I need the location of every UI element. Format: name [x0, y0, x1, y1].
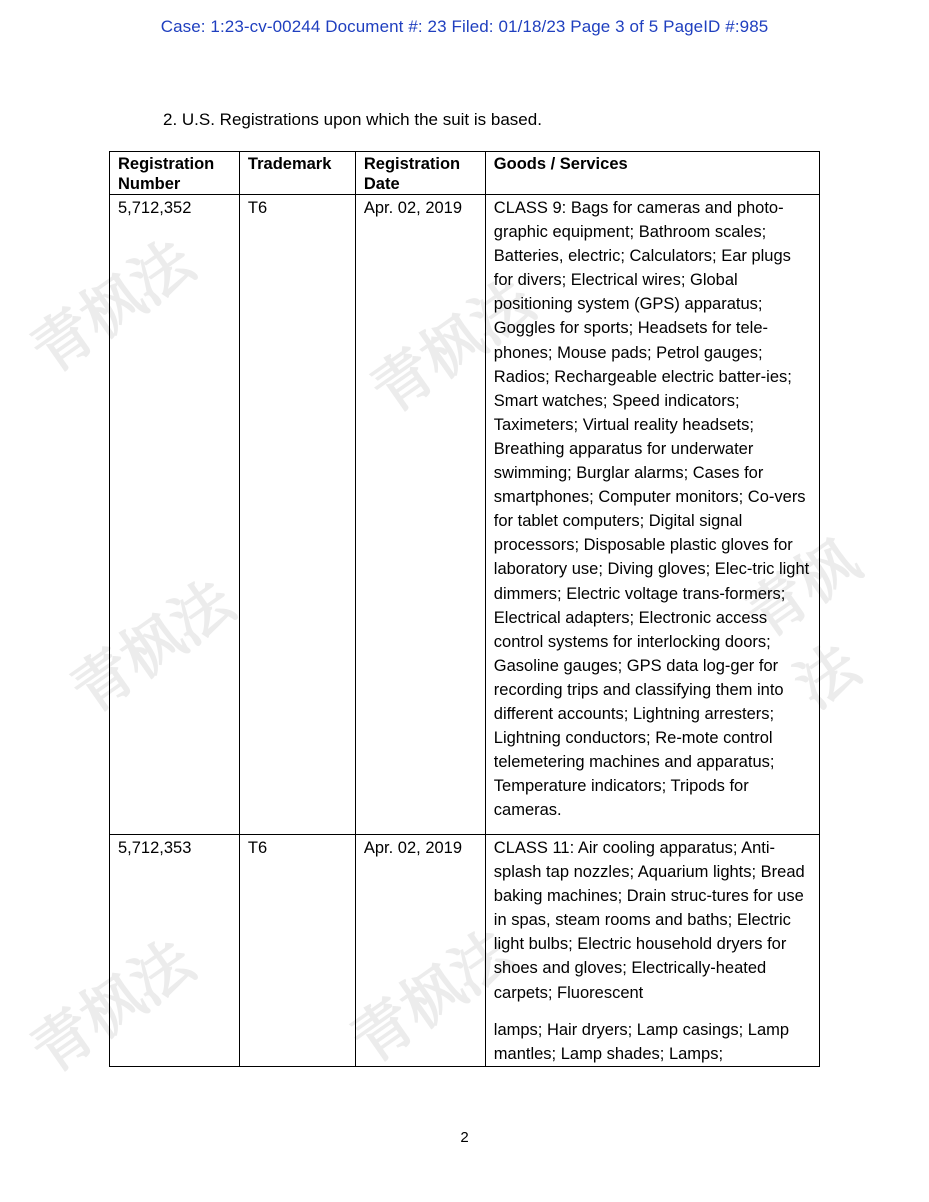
watermark: 青枫法	[359, 266, 547, 428]
intro-text: 2. U.S. Registrations upon which the suit is based.	[163, 110, 542, 129]
column-header: Trademark	[239, 152, 355, 195]
watermark: 青枫法	[59, 566, 247, 728]
column-header: Registration Number	[110, 152, 240, 195]
watermark: 青枫法	[19, 226, 207, 388]
column-header: Registration Date	[355, 152, 485, 195]
goods-text: CLASS 11: Air cooling apparatus; Anti-splash tap nozzles; Aquarium lights; Bread baking machines; Drain struc-tures for use in spas, steam rooms and baths; Electric light bulbs; Electric household dryers for shoes and gloves; Electrically-heated carpets; Fluorescent	[493, 839, 805, 1002]
registration-date: Apr. 02, 2019	[355, 195, 485, 835]
registration-number: 5,712,353	[110, 835, 240, 1067]
registration-date: Apr. 02, 2019	[355, 835, 485, 1067]
column-header: Goods / Services	[485, 152, 819, 195]
goods-services	[485, 835, 819, 1067]
table-row	[110, 835, 820, 1067]
trademark: T6	[239, 195, 355, 835]
registrations-table	[109, 151, 820, 1067]
registration-number: 5,712,352	[110, 195, 240, 835]
goods-services	[485, 195, 819, 835]
goods-text: CLASS 9: Bags for cameras and photo-graphic equipment; Bathroom scales; Batteries, electric; Calculators; Ear plugs for divers; Electrical wires; Global positioning system (GPS) apparatus; Goggles for sports; Headsets for tele-phones; Mouse pads; Petrol gauges; Radios; Rechargeable electric batter-ies; Smart watches; Speed indicators; Taximeters; Virtual reality headsets; Breathing apparatus for underwater swimming; Burglar alarms; Cases for smartphones; Computer monitors; Co-vers for tablet computers; Digital signal processors; Disposable plastic gloves for laboratory use; Diving gloves; Elec-tric light dimmers; Electric voltage trans-formers; Electrical adapters; Electronic access control systems for interlocking doors; Gasoline gauges; GPS data log-ger for recording trips and classifying them into different accounts; Lightning arresters; Lightning conductors; Re-mote control telemetering machines and apparatus; Temperature indicators; Tripods for cameras.	[493, 199, 810, 820]
goods-text-continued: lamps; Hair dryers; Lamp casings; Lamp mantles; Lamp shades; Lamps;	[493, 1020, 790, 1063]
watermark: 青枫法	[733, 525, 873, 723]
table-header-row	[110, 152, 820, 195]
watermark: 青枫法	[19, 926, 207, 1088]
case-header: Case: 1:23-cv-00244 Document #: 23 Filed: 01/18/23 Page 3 of 5 PageID #:985	[160, 17, 769, 36]
watermark: 青枫法	[339, 916, 527, 1078]
page-number: 2	[460, 1129, 469, 1146]
table-row	[110, 195, 820, 835]
trademark: T6	[239, 835, 355, 1067]
